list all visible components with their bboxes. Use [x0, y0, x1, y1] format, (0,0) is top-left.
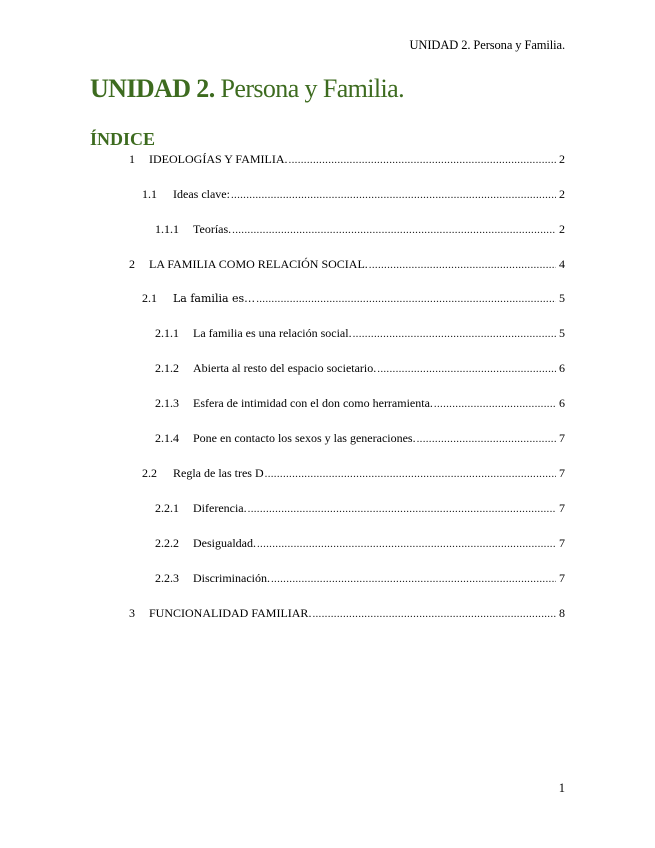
- toc-entry[interactable]: [155, 570, 565, 587]
- dot-leader: [417, 431, 556, 447]
- toc-entry[interactable]: [142, 465, 565, 482]
- toc-page: 5: [559, 326, 565, 340]
- page-number: 1: [558, 781, 565, 795]
- toc-entry[interactable]: [155, 325, 565, 342]
- toc-entry[interactable]: [155, 430, 565, 447]
- toc-label: La familia es…: [173, 292, 256, 305]
- toc-number: 2.2.2: [155, 536, 179, 550]
- toc-entry[interactable]: [155, 221, 565, 238]
- toc-label: Discriminación.: [193, 571, 270, 585]
- toc-entry[interactable]: [155, 395, 565, 412]
- dot-leader: [232, 222, 556, 238]
- toc-number: 2.2.1: [155, 501, 179, 515]
- toc-label: IDEOLOGÍAS Y FAMILIA.: [149, 152, 288, 166]
- toc-label: Abierta al resto del espacio societario.: [193, 361, 377, 375]
- toc-label: Desigualdad.: [193, 536, 256, 550]
- toc-page: 2: [559, 152, 565, 166]
- toc-label: Regla de las tres D: [173, 466, 264, 480]
- toc-label: Pone en contacto los sexos y las generaciones.: [193, 431, 416, 445]
- dot-leader: [312, 606, 556, 622]
- toc-entry[interactable]: [129, 256, 565, 273]
- dot-leader: [256, 291, 556, 307]
- toc-page: 2: [559, 187, 565, 201]
- toc-entry[interactable]: [155, 535, 565, 552]
- toc-page: 8: [559, 606, 565, 620]
- toc-page: 2: [559, 222, 565, 236]
- toc-page: 6: [559, 396, 565, 410]
- toc-number: 2.2.3: [155, 571, 179, 585]
- toc-number: 2: [129, 257, 135, 271]
- toc-number: 2.1.3: [155, 396, 179, 410]
- toc-page: 7: [559, 466, 565, 480]
- toc-page: 6: [559, 361, 565, 375]
- toc-label: LA FAMILIA COMO RELACIÓN SOCIAL.: [149, 257, 368, 271]
- toc-label: Diferencia.: [193, 501, 247, 515]
- dot-leader: [265, 466, 556, 482]
- toc-number: 1.1: [142, 187, 157, 201]
- toc-number: 2.1.1: [155, 326, 179, 340]
- toc-label: La familia es una relación social.: [193, 326, 352, 340]
- running-header: UNIDAD 2. Persona y Familia.: [409, 38, 565, 52]
- toc-number: 1.1.1: [155, 222, 179, 236]
- dot-leader: [248, 501, 556, 517]
- dot-leader: [231, 187, 556, 203]
- toc-page: 5: [559, 291, 565, 305]
- dot-leader: [377, 361, 556, 377]
- toc-entry[interactable]: [129, 605, 565, 622]
- toc-page: 7: [559, 536, 565, 550]
- toc-number: 3: [129, 606, 135, 620]
- toc-number: 1: [129, 152, 135, 166]
- toc-label: Ideas clave:: [173, 187, 230, 201]
- toc-number: 2.1.2: [155, 361, 179, 375]
- toc-label: Teorías.: [193, 222, 232, 236]
- toc-entry[interactable]: [142, 186, 565, 203]
- dot-leader: [434, 396, 556, 412]
- toc-page: 7: [559, 431, 565, 445]
- toc-number: 2.1: [142, 291, 157, 305]
- toc-entry[interactable]: [155, 360, 565, 377]
- toc-label: FUNCIONALIDAD FAMILIAR.: [149, 606, 312, 620]
- unit-number: UNIDAD 2.: [90, 74, 215, 103]
- index-heading: ÍNDICE: [90, 129, 156, 149]
- toc-entry[interactable]: [155, 500, 565, 517]
- dot-leader: [257, 536, 556, 552]
- dot-leader: [353, 326, 556, 342]
- toc-number: 2.2: [142, 466, 157, 480]
- toc-entry[interactable]: [142, 290, 565, 307]
- dot-leader: [289, 152, 556, 168]
- unit-subject: Persona y Familia.: [220, 74, 404, 103]
- dot-leader: [369, 257, 556, 273]
- toc-label: Esfera de intimidad con el don como herramienta.: [193, 396, 433, 410]
- toc-page: 7: [559, 571, 565, 585]
- toc-entry[interactable]: [129, 151, 565, 168]
- toc-number: 2.1.4: [155, 431, 179, 445]
- toc-page: 4: [559, 257, 565, 271]
- toc-page: 7: [559, 501, 565, 515]
- dot-leader: [271, 571, 556, 587]
